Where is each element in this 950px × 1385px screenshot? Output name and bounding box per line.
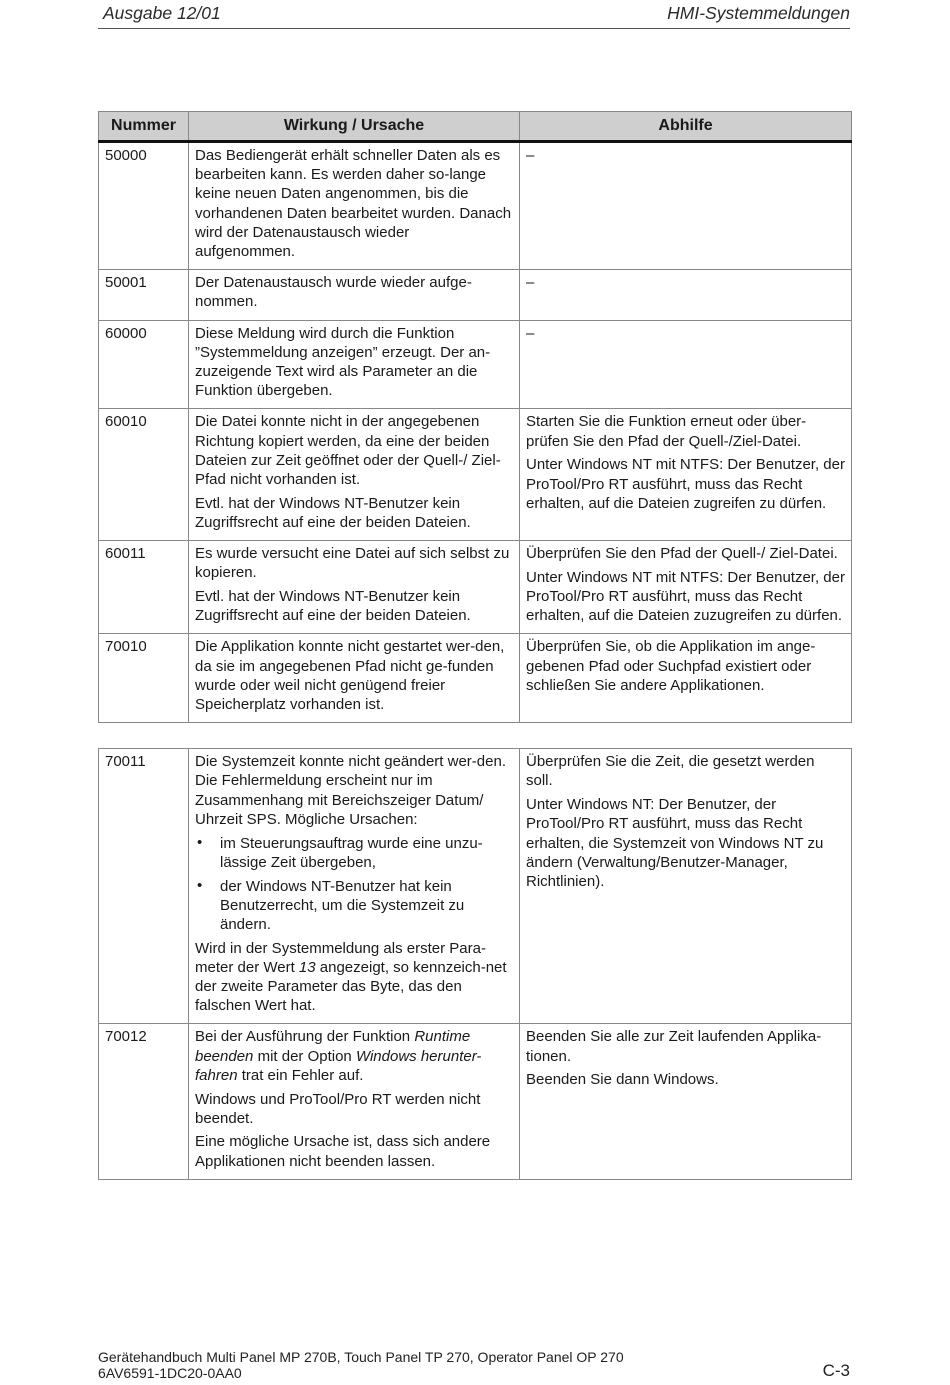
system-messages-table xyxy=(98,111,852,1180)
list-item-text: der Windows NT-Benutzer hat kein Benutzerrecht, um die Systemzeit zu ändern. xyxy=(220,877,465,933)
column-header-cause: Wirkung / Ursache xyxy=(189,112,520,142)
message-remedy xyxy=(520,749,852,1024)
cause-paragraph: Windows und ProTool/Pro RT werden nicht beendet. xyxy=(195,1090,481,1127)
cause-paragraph: Evtl. hat der Windows NT-Benutzer kein Zugriffsrecht auf eine der beiden Dateien. xyxy=(195,494,471,531)
message-cause xyxy=(189,634,520,723)
footer-order-number: 6AV6591-1DC20-0AA0 xyxy=(98,1365,242,1381)
page-number: C-3 xyxy=(822,1361,850,1380)
cause-paragraph xyxy=(195,1027,513,1085)
message-cause xyxy=(189,409,520,541)
cause-paragraph: Es wurde versucht eine Datei auf sich selbst zu kopieren. xyxy=(195,545,510,582)
header-rule xyxy=(98,28,850,29)
message-cause xyxy=(189,270,520,320)
message-number: 70010 xyxy=(99,634,189,723)
text-span: mit der Option xyxy=(253,1047,356,1065)
message-remedy xyxy=(520,541,852,634)
list-item xyxy=(195,877,513,935)
table-row xyxy=(99,749,852,1024)
cause-paragraph: Evtl. hat der Windows NT-Benutzer kein Zugriffsrecht auf eine der beiden Dateien. xyxy=(195,588,471,625)
remedy-paragraph: Unter Windows NT mit NTFS: Der Benutzer, der ProTool/Pro RT ausführt, muss das Recht erhalten, auf die Dateien zugreifen zu dürfen. xyxy=(526,456,845,512)
footer-manual-title: Gerätehandbuch Multi Panel MP 270B, Touch Panel TP 270, Operator Panel OP 270 xyxy=(98,1349,624,1365)
message-number: 50000 xyxy=(99,142,189,270)
table-row xyxy=(99,634,852,723)
message-cause xyxy=(189,1024,520,1179)
remedy-paragraph: Überprüfen Sie, ob die Applikation im ange-gebenen Pfad oder Suchpfad existiert oder schließen Sie andere Applikationen. xyxy=(526,638,816,694)
message-remedy xyxy=(520,320,852,409)
text-span: trat ein Fehler auf. xyxy=(237,1066,364,1084)
table-row xyxy=(99,541,852,634)
message-number: 50001 xyxy=(99,270,189,320)
bullet-icon: • xyxy=(197,833,203,851)
table-header-row xyxy=(99,112,852,142)
cause-paragraph xyxy=(195,939,513,1016)
table-row xyxy=(99,320,852,409)
cause-paragraph: Die Systemzeit konnte nicht geändert wer-den. Die Fehlermeldung erscheint nur im Zusammenhang mit Bereichszeiger Datum/ Uhrzeit SPS. Mögliche Ursachen: xyxy=(195,753,506,828)
message-remedy xyxy=(520,142,852,270)
list-item-text: im Steuerungsauftrag wurde eine unzu-lässige Zeit übergeben, xyxy=(220,834,483,871)
cause-paragraph: Diese Meldung wird durch die Funktion ”Systemmeldung anzeigen” erzeugt. Der an-zuzeigende Text wird als Parameter an die Funktion übergeben. xyxy=(195,324,491,400)
message-number: 60011 xyxy=(99,541,189,634)
function-name: Runtime beenden xyxy=(195,1028,471,1065)
cause-paragraph: Das Bediengerät erhält schneller Daten als es bearbeiten kann. Es werden daher so-lange keine neuen Daten angenommen, bis die vorhandenen Daten bearbeitet wurden. Danach wird der Datenaustausch wieder aufgenommen. xyxy=(195,147,512,261)
option-name: Windows herunter-fahren xyxy=(195,1047,482,1084)
remedy-paragraph: Überprüfen Sie den Pfad der Quell-/ Ziel-Datei. xyxy=(526,545,838,563)
remedy-paragraph: Beenden Sie alle zur Zeit laufenden Applika-tionen. xyxy=(526,1028,822,1065)
table-row xyxy=(99,270,852,320)
remedy-paragraph: Unter Windows NT mit NTFS: Der Benutzer, der ProTool/Pro RT ausführt, muss das Recht erhalten, auf die Dateien zuzugreifen zu dürfen. xyxy=(526,568,845,625)
column-header-number: Nummer xyxy=(99,112,189,142)
cause-paragraph: Die Datei konnte nicht in der angegebenen Richtung kopiert werden, da eine der beiden Dateien zur Zeit geöffnet oder der Quell-/ Ziel-Pfad nicht vorhanden ist. xyxy=(195,413,501,489)
message-remedy xyxy=(520,270,852,320)
remedy-paragraph: Beenden Sie dann Windows. xyxy=(526,1071,719,1089)
column-header-remedy: Abhilfe xyxy=(520,112,852,142)
table-row xyxy=(99,1024,852,1179)
table-spacer-row xyxy=(99,723,852,749)
message-cause xyxy=(189,541,520,634)
cause-paragraph: Die Applikation konnte nicht gestartet wer-den, da sie im angegebenen Pfad nicht ge-funden wurde oder weil nicht genügend freier Speicherplatz vorhanden ist. xyxy=(195,638,505,714)
header-section-title: HMI-Systemmeldungen xyxy=(667,3,850,23)
list-item xyxy=(195,834,513,872)
message-cause xyxy=(189,749,520,1024)
header-edition: Ausgabe 12/01 xyxy=(103,3,221,23)
bullet-icon: • xyxy=(197,876,203,894)
message-number: 70011 xyxy=(99,749,189,1024)
remedy-paragraph: Starten Sie die Funktion erneut oder über-prüfen Sie den Pfad der Quell-/Ziel-Datei. xyxy=(526,413,807,450)
message-cause xyxy=(189,142,520,270)
remedy-paragraph: – xyxy=(526,274,535,292)
table-row xyxy=(99,409,852,541)
message-number: 60000 xyxy=(99,320,189,409)
footer xyxy=(98,1349,624,1381)
remedy-paragraph: – xyxy=(526,147,535,164)
remedy-paragraph: Überprüfen Sie die Zeit, die gesetzt werden soll. xyxy=(526,753,815,790)
remedy-paragraph: Unter Windows NT: Der Benutzer, der ProTool/Pro RT ausführt, muss das Recht erhalten, die Systemzeit von Windows NT zu ändern (Verwaltung/Benutzer-Manager, Richtlinien). xyxy=(526,796,824,890)
cause-paragraph: Der Datenaustausch wurde wieder aufge-nommen. xyxy=(195,274,472,311)
parameter-value: 13 xyxy=(298,958,316,976)
table-row xyxy=(99,142,852,270)
text-span: Bei der Ausführung der Funktion xyxy=(195,1028,415,1046)
message-number: 70012 xyxy=(99,1024,189,1179)
text-span: angezeigt, so kennzeich-net der zweite Parameter das Byte, das den falschen Wert hat. xyxy=(195,958,507,1015)
message-cause xyxy=(189,320,520,409)
remedy-paragraph: – xyxy=(526,324,535,342)
message-remedy xyxy=(520,409,852,541)
message-remedy xyxy=(520,634,852,723)
cause-bullet-list xyxy=(195,834,513,935)
message-number: 60010 xyxy=(99,409,189,541)
message-remedy xyxy=(520,1024,852,1179)
text-span: Wird in der Systemmeldung als erster Para-meter der Wert xyxy=(195,939,486,976)
cause-paragraph: Eine mögliche Ursache ist, dass sich andere Applikationen nicht beenden lassen. xyxy=(195,1133,491,1170)
